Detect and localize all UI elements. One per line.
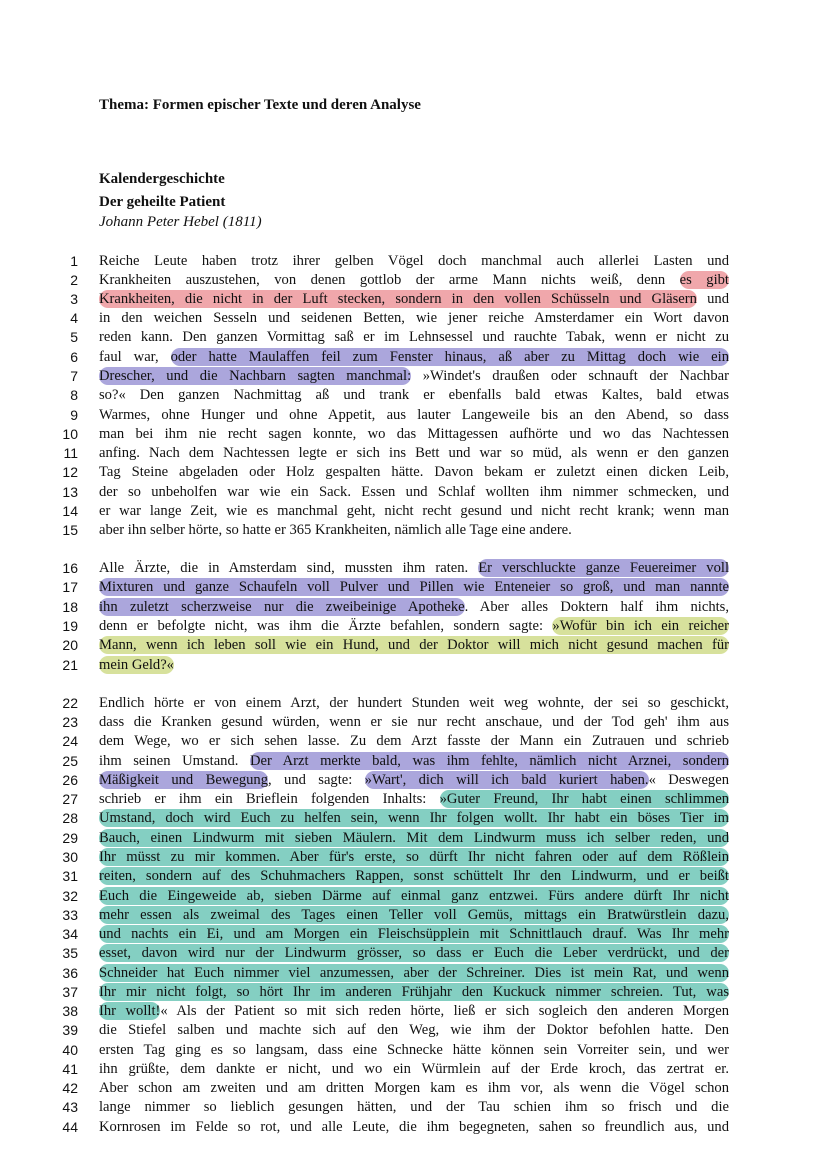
highlight-purple: oder hatte Maulaffen feil zum Fenster hinaus, aß aber zu Mittag doch wie ein <box>170 349 729 365</box>
text-segment: die Stiefel salben und machte sich auf den Weg, wie ihm der Doktor befohlen hatte. Den <box>99 1022 729 1038</box>
line-text <box>99 790 729 809</box>
highlight-teal: Schneider hat Euch nimmer viel anzumessen, aber der Schreiner. Dies ist mein Rat, und wenn <box>99 965 729 981</box>
line-text <box>99 406 729 425</box>
line-text <box>99 964 729 983</box>
highlight-teal: und nachts ein Ei, und am Morgen ein Fleischsüpplein mit Schnittlauch drauf. Was Ihr mehr <box>99 926 729 942</box>
line-number: 4 <box>70 310 78 326</box>
line-text <box>99 867 729 886</box>
text-segment: reden kann. Den ganzen Vormittag saß er im Lehnsessel und rauchte Tabak, wenn er nicht zu <box>99 329 729 345</box>
line-number: 44 <box>62 1119 78 1135</box>
topic-heading: Thema: Formen epischer Texte und deren Analyse <box>99 97 421 113</box>
line-number: 40 <box>62 1042 78 1058</box>
line-text <box>99 1118 729 1137</box>
line-text <box>99 887 729 906</box>
text-segment: dem Wege, wo er sich sehen lasse. Zu dem Arzt fasste der Mann ein Zutrauen und schrieb <box>99 733 729 749</box>
text-segment: »Windet's draußen oder schnauft der Nachbar <box>411 368 729 384</box>
line-text <box>99 1098 729 1117</box>
text-segment: Aber schon am zweiten und am dritten Morgen kam es ihm vor, als wenn die Vögel schon <box>99 1080 729 1096</box>
highlight-yellow: mein Geld?« <box>99 657 174 673</box>
text-segment: ihn grüßte, dem dankte er nicht, und wo ein Würmlein auf der Erde kroch, das zertrat er. <box>99 1061 729 1077</box>
line-text <box>99 1021 729 1040</box>
text-segment: er war lange Zeit, wie es manchmal geht, nicht recht gesund und nicht recht krank; wenn man <box>99 503 729 519</box>
line-number: 16 <box>62 560 78 576</box>
line-text <box>99 656 729 675</box>
text-line <box>0 790 828 809</box>
text-line <box>0 887 828 906</box>
text-line <box>0 252 828 271</box>
line-text <box>99 559 729 578</box>
text-line <box>0 444 828 463</box>
text-segment: der so unbeholfen war wie ein Sack. Essen und Schlaf wollten ihm nimmer schmecken, und <box>99 484 729 500</box>
line-text <box>99 271 729 290</box>
line-number: 25 <box>62 753 78 769</box>
line-number: 33 <box>62 907 78 923</box>
text-line <box>0 1118 828 1137</box>
highlight-purple: Er verschluckte ganze Feuereimer voll <box>478 560 729 576</box>
line-number: 41 <box>62 1061 78 1077</box>
text-line <box>0 348 828 367</box>
highlight-teal: Euch die Eingeweide ab, sieben Därme auf einmal ganz entzwei. Fürs andere dürft Ihr nicht <box>99 888 729 904</box>
text-segment: « Deswegen <box>648 772 729 788</box>
highlight-purple: Der Arzt merkte bald, was ihm fehlte, nämlich nicht Arznei, sondern <box>249 753 729 769</box>
line-text <box>99 502 729 521</box>
line-text <box>99 1060 729 1079</box>
text-line <box>0 1098 828 1117</box>
highlight-teal: mehr essen als zweimal des Tages einen Teller voll Gemüs, mittags ein Bratwürstlein dazu, <box>99 907 729 923</box>
text-segment: dass die Kranken gesund würden, wenn er sie nur recht anschaue, und der Tod geh' ihm aus <box>99 714 729 730</box>
text-line <box>0 328 828 347</box>
text-segment: Krankheiten auszustehen, von denen gottlob der arme Mann nichts weiß, denn <box>99 272 680 288</box>
line-number: 3 <box>70 291 78 307</box>
highlight-purple: ihn zuletzt scherzweise nur die zweibeinige Apotheke <box>99 599 465 615</box>
highlight-teal: »Guter Freund, Ihr habt einen schlimmen <box>439 791 729 807</box>
line-number: 24 <box>62 733 78 749</box>
line-text <box>99 598 729 617</box>
line-text <box>99 617 729 636</box>
text-line <box>0 964 828 983</box>
highlight-teal: esset, davon wird nur der Lindwurm grösser, so dass er Euch die Leber verdrückt, und der <box>99 945 729 961</box>
line-text <box>99 983 729 1002</box>
text-line <box>0 521 828 540</box>
line-number: 28 <box>62 810 78 826</box>
text-line <box>0 944 828 963</box>
text-line <box>0 617 828 636</box>
text-line <box>0 906 828 925</box>
line-number: 32 <box>62 888 78 904</box>
highlight-teal: Ihr wollt! <box>99 1003 161 1019</box>
text-line <box>0 271 828 290</box>
text-line <box>0 1002 828 1021</box>
line-text <box>99 483 729 502</box>
line-number: 37 <box>62 984 78 1000</box>
line-number: 5 <box>70 329 78 345</box>
line-number: 1 <box>70 253 78 269</box>
line-number: 20 <box>62 637 78 653</box>
line-number: 26 <box>62 772 78 788</box>
line-number: 30 <box>62 849 78 865</box>
line-text <box>99 290 729 309</box>
line-text <box>99 328 729 347</box>
text-line <box>0 502 828 521</box>
text-line <box>0 309 828 328</box>
line-number: 6 <box>70 349 78 365</box>
line-text <box>99 252 729 271</box>
line-text <box>99 829 729 848</box>
line-text <box>99 425 729 444</box>
line-number: 18 <box>62 599 78 615</box>
text-line <box>0 1079 828 1098</box>
line-number: 8 <box>70 387 78 403</box>
line-text <box>99 348 729 367</box>
line-number: 34 <box>62 926 78 942</box>
highlight-teal: reiten, sondern auf des Schuhmachers Rappen, sonst schüttelt Ihr den Lindwurm, und er beißt <box>99 868 729 884</box>
text-line <box>0 732 828 751</box>
text-segment: Reiche Leute haben trotz ihrer gelben Vögel doch manchmal auch allerlei Lasten und <box>99 253 729 269</box>
line-number: 35 <box>62 945 78 961</box>
line-text <box>99 1041 729 1060</box>
text-segment: faul war, <box>99 349 171 365</box>
text-line <box>0 1021 828 1040</box>
line-text <box>99 809 729 828</box>
text-segment: Warmes, ohne Hunger und ohne Appetit, aus lauter Langeweile bis an den Abend, so dass <box>99 407 729 423</box>
line-text <box>99 732 729 751</box>
text-line <box>0 406 828 425</box>
line-number: 13 <box>62 484 78 500</box>
text-segment: ihm seinen Umstand. <box>99 753 250 769</box>
line-text <box>99 694 729 713</box>
line-number: 27 <box>62 791 78 807</box>
line-text <box>99 578 729 597</box>
text-segment: Tag Steine abgeladen oder Holz gespalten hätte. Davon bekam er zuletzt einen dicken Leib, <box>99 464 729 480</box>
text-line <box>0 829 828 848</box>
text-line <box>0 636 828 655</box>
text-line <box>0 290 828 309</box>
text-line <box>0 1060 828 1079</box>
line-text <box>99 752 729 771</box>
highlight-purple: »Wart', dich will ich bald kuriert haben. <box>364 772 649 788</box>
genre-heading: Kalendergeschichte <box>99 171 225 187</box>
text-segment: . Aber alles Doktern half ihm nichts, <box>464 599 729 615</box>
highlight-red: Krankheiten, die nicht in der Luft stecken, sondern in den vollen Schüsseln und Gläsern <box>99 291 697 307</box>
text-line <box>0 1041 828 1060</box>
text-line <box>0 463 828 482</box>
line-number: 43 <box>62 1099 78 1115</box>
highlight-purple: Drescher, und die Nachbarn sagten manchmal: <box>99 368 412 384</box>
line-text <box>99 521 729 540</box>
line-number: 7 <box>70 368 78 384</box>
highlight-yellow: Mann, wenn ich leben soll wie ein Hund, und der Doktor will mich nicht gesund machen für <box>99 637 729 653</box>
text-line <box>0 559 828 578</box>
line-text <box>99 367 729 386</box>
author-line: Johann Peter Hebel (1811) <box>99 214 262 230</box>
highlight-yellow: »Wofür bin ich ein reicher <box>552 618 729 634</box>
text-segment: lange nimmer so lieblich gesungen hätten, und der Tau schien ihm so frisch und die <box>99 1099 729 1115</box>
highlight-purple: Mixturen und ganze Schaufeln voll Pulver und Pillen wie Enteneier so groß, und man nannte <box>99 579 729 595</box>
text-line <box>0 983 828 1002</box>
line-text <box>99 771 729 790</box>
text-segment: aber ihn selber hörte, so hatte er 365 Krankheiten, nämlich alle Tage eine andere. <box>99 522 572 538</box>
text-segment: Alle Ärzte, die in Amsterdam sind, mussten ihm raten. <box>99 560 479 576</box>
text-segment: schrieb er ihm ein Brieflein folgenden Inhalts: <box>99 791 440 807</box>
line-text <box>99 944 729 963</box>
line-number: 12 <box>62 464 78 480</box>
line-number: 42 <box>62 1080 78 1096</box>
line-number: 21 <box>62 657 78 673</box>
text-segment: anfing. Nach dem Nachtessen legte er sich ins Bett und war so müd, als wenn er den ganzen <box>99 445 729 461</box>
highlight-teal: Ihr mir nicht folgt, so hört Ihr im anderen Frühjahr den Kuckuck nimmer schreien. Tut, was <box>99 984 729 1000</box>
line-number: 14 <box>62 503 78 519</box>
text-segment: Kornrosen im Felde so rot, und alle Leute, die ihm begegneten, sahen so freundlich aus, und <box>99 1119 729 1135</box>
line-text <box>99 636 729 655</box>
text-segment: und <box>696 291 729 307</box>
text-segment: in den weichen Sesseln und seidenen Betten, wie jener reiche Amsterdamer ein Wort davon <box>99 310 729 326</box>
highlight-purple: Mäßigkeit und Bewegung <box>99 772 269 788</box>
line-number: 38 <box>62 1003 78 1019</box>
line-number: 19 <box>62 618 78 634</box>
text-segment: ersten Tag ging es so langsam, dass eine Schnecke hätte können sein Vorreiter sein, und wer <box>99 1042 729 1058</box>
line-number: 2 <box>70 272 78 288</box>
text-line <box>0 713 828 732</box>
line-number: 39 <box>62 1022 78 1038</box>
text-segment: Endlich hörte er von einem Arzt, der hundert Stunden weit weg wohnte, der sei so geschickt, <box>99 695 729 711</box>
text-segment: , und sagte: <box>268 772 365 788</box>
line-text <box>99 444 729 463</box>
line-text <box>99 309 729 328</box>
line-number: 23 <box>62 714 78 730</box>
highlight-teal: Bauch, einen Lindwurm mit sieben Mäulern. Mit dem Lindwurm muss ich selber reden, und <box>99 830 729 846</box>
text-line <box>0 386 828 405</box>
text-line <box>0 656 828 675</box>
text-line <box>0 925 828 944</box>
highlight-red: es gibt <box>679 272 729 288</box>
line-number: 15 <box>62 522 78 538</box>
line-text <box>99 906 729 925</box>
highlight-teal: Umstand, doch wird Euch zu helfen sein, wenn Ihr folgen wollt. Ihr habt ein böses Tier im <box>99 810 729 826</box>
line-text <box>99 713 729 732</box>
text-line <box>0 367 828 386</box>
text-line <box>0 752 828 771</box>
text-line <box>0 848 828 867</box>
highlight-teal: Ihr müsst zu mir kommen. Aber für's erste, so dürft Ihr nicht fahren oder auf dem Rößlein <box>99 849 729 865</box>
story-title: Der geheilte Patient <box>99 194 226 210</box>
line-text <box>99 848 729 867</box>
text-line <box>0 694 828 713</box>
text-line <box>0 867 828 886</box>
text-line <box>0 425 828 444</box>
line-text <box>99 463 729 482</box>
text-segment: man bei ihm nie recht sagen konnte, wo das Mittagessen aufhörte und wo das Nachtessen <box>99 426 729 442</box>
text-line <box>0 483 828 502</box>
line-number: 10 <box>62 426 78 442</box>
line-text <box>99 386 729 405</box>
line-number: 36 <box>62 965 78 981</box>
line-number: 31 <box>62 868 78 884</box>
line-number: 9 <box>70 407 78 423</box>
text-segment: so?« Den ganzen Nachmittag aß und trank er ebenfalls bald etwas Kaltes, bald etwas <box>99 387 729 403</box>
line-number: 17 <box>62 579 78 595</box>
line-text <box>99 1079 729 1098</box>
line-text <box>99 925 729 944</box>
text-line <box>0 771 828 790</box>
text-segment: « Als der Patient so mit sich reden hörte, ließ er sich sogleich den anderen Morgen <box>160 1003 729 1019</box>
line-number: 29 <box>62 830 78 846</box>
text-line <box>0 809 828 828</box>
line-text <box>99 1002 729 1021</box>
text-segment: denn er befolgte nicht, was ihm die Ärzte befahlen, sondern sagte: <box>99 618 553 634</box>
text-line <box>0 598 828 617</box>
line-number: 22 <box>62 695 78 711</box>
line-number: 11 <box>63 445 78 461</box>
text-line <box>0 578 828 597</box>
